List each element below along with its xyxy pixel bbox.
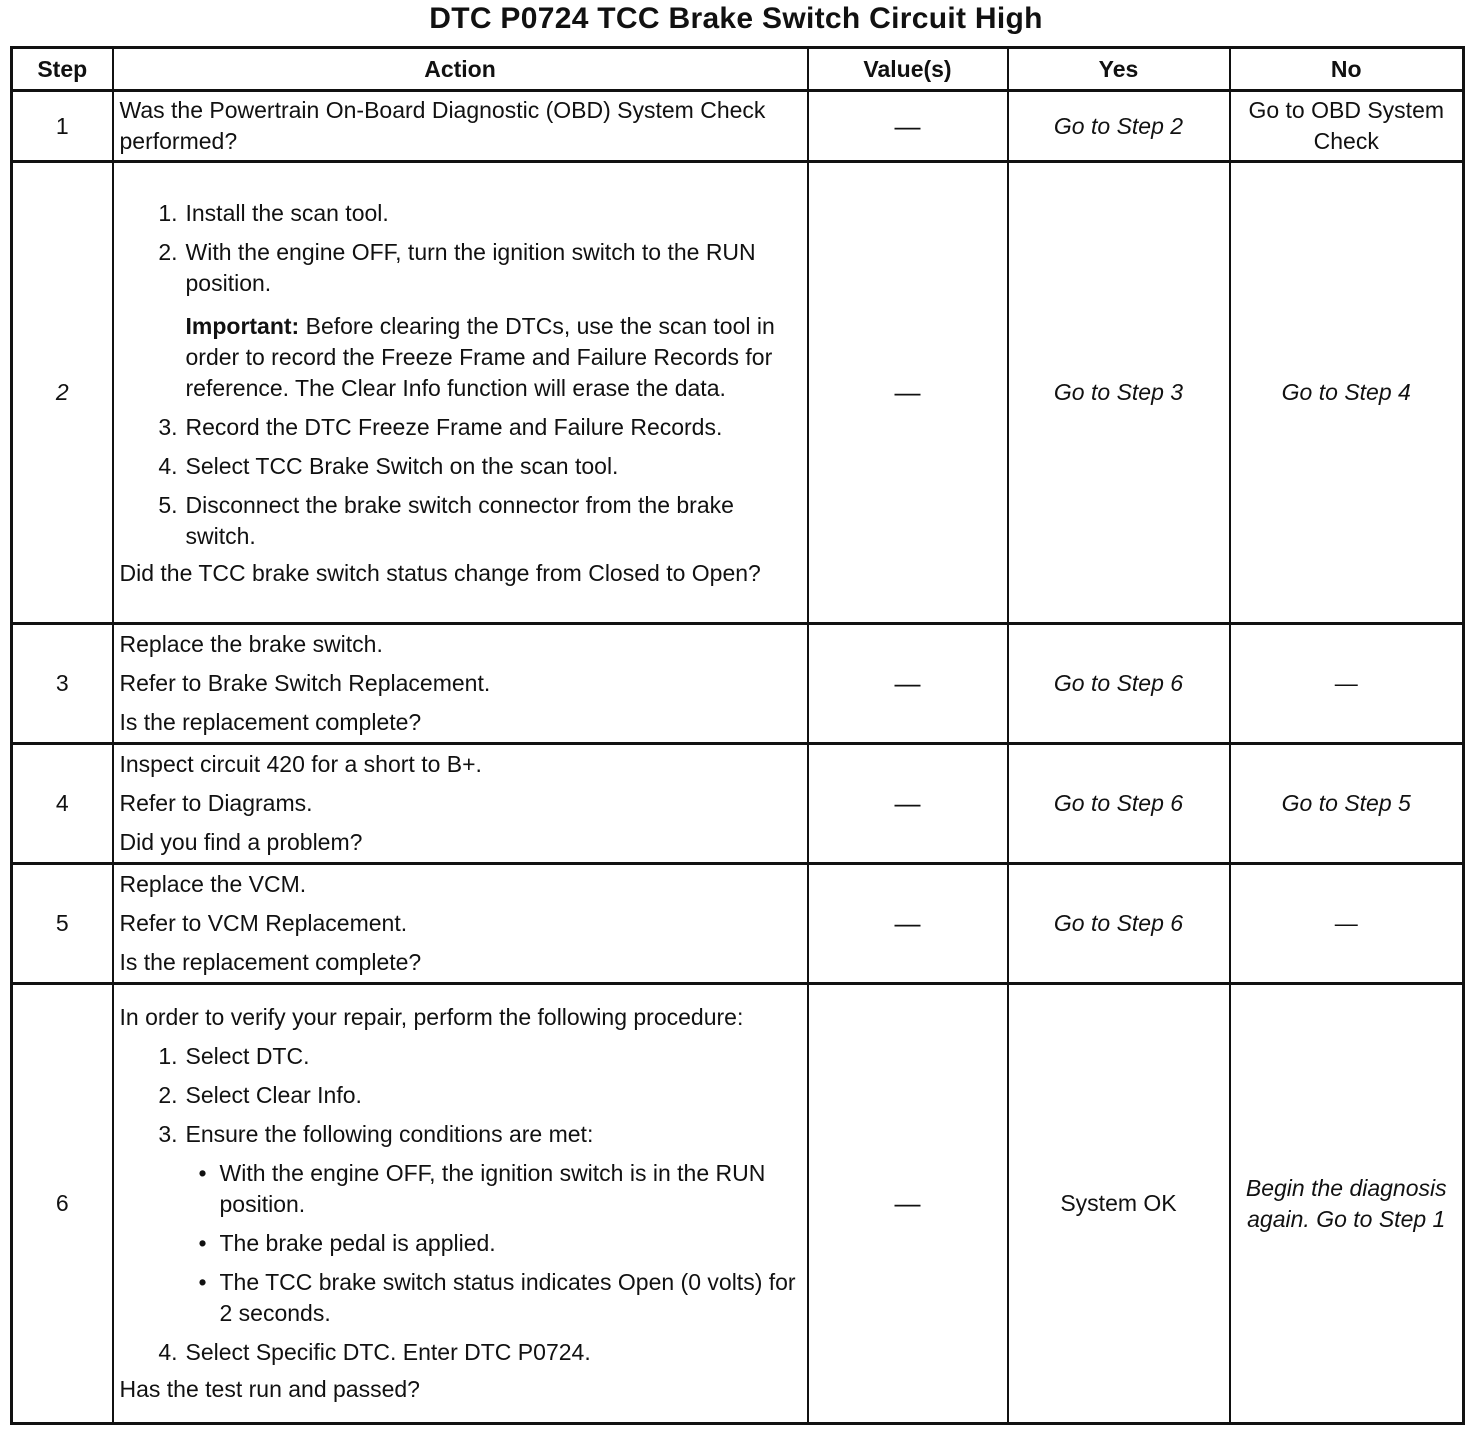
- value-cell: —: [808, 864, 1008, 984]
- step-index: 5.: [158, 492, 178, 518]
- yes-cell: Go to Step 2: [1008, 91, 1230, 162]
- action-step: [120, 1337, 801, 1368]
- step-text: Select TCC Brake Switch on the scan tool.: [185, 453, 619, 479]
- condition-text: The TCC brake switch status indicates Open (0 volts) for 2 seconds.: [219, 1269, 796, 1326]
- condition-text: The brake pedal is applied.: [219, 1230, 496, 1256]
- action-step: [120, 237, 801, 299]
- step-index: 1.: [158, 1043, 178, 1069]
- step-text: With the engine OFF, turn the ignition switch to the RUN position.: [185, 239, 756, 296]
- step-text: Select Clear Info.: [185, 1082, 362, 1108]
- step-index: 1.: [158, 200, 178, 226]
- important-note: [186, 311, 801, 404]
- header-values: Value(s): [808, 48, 1008, 91]
- value-cell: —: [808, 744, 1008, 864]
- diagnostic-table: [10, 46, 1465, 1425]
- bullet-icon: •: [198, 1230, 207, 1256]
- action-step: [120, 1080, 801, 1111]
- value-cell: —: [808, 91, 1008, 162]
- header-no: No: [1230, 48, 1464, 91]
- action-line: Replace the brake switch.: [119, 631, 383, 657]
- step-text: Select DTC.: [185, 1043, 310, 1069]
- table-row: [12, 624, 1464, 744]
- step-index: 4.: [158, 453, 178, 479]
- action-step: [120, 1119, 801, 1150]
- table-row: [12, 744, 1464, 864]
- yes-cell: Go to Step 6: [1008, 624, 1230, 744]
- no-cell: —: [1230, 864, 1464, 984]
- condition-item: [186, 1158, 801, 1220]
- step-number: 5: [12, 864, 113, 984]
- action-cell: [113, 984, 808, 1424]
- action-line: Refer to Diagrams.: [119, 790, 313, 816]
- step-text: Record the DTC Freeze Frame and Failure Records.: [185, 414, 723, 440]
- condition-text: With the engine OFF, the ignition switch is in the RUN position.: [219, 1160, 766, 1217]
- action-step: [120, 490, 801, 552]
- action-cell: [113, 864, 808, 984]
- action-step: [120, 412, 801, 443]
- action-question: Did the TCC brake switch status change from Closed to Open?: [119, 560, 761, 586]
- step-number: 6: [12, 984, 113, 1424]
- step-text: Ensure the following conditions are met:: [185, 1121, 594, 1147]
- action-question: Is the replacement complete?: [119, 949, 422, 975]
- yes-cell: Go to Step 3: [1008, 162, 1230, 624]
- step-text: Disconnect the brake switch connector from the brake switch.: [185, 492, 734, 549]
- condition-item: [186, 1228, 801, 1259]
- action-step: [120, 198, 801, 229]
- step-text: Install the scan tool.: [185, 200, 389, 226]
- action-question: Is the replacement complete?: [119, 709, 422, 735]
- condition-item: [186, 1267, 801, 1329]
- step-index: 3.: [158, 414, 178, 440]
- step-index: 2.: [158, 1082, 178, 1108]
- action-line: Refer to Brake Switch Replacement.: [119, 670, 491, 696]
- step-number: 1: [12, 91, 113, 162]
- page-title: DTC P0724 TCC Brake Switch Circuit High: [429, 2, 1043, 35]
- header-action: Action: [113, 48, 808, 91]
- yes-cell: System OK: [1008, 984, 1230, 1424]
- table-row: [12, 864, 1464, 984]
- value-cell: —: [808, 624, 1008, 744]
- important-label: Important:: [185, 313, 300, 339]
- step-number: 2: [12, 162, 113, 624]
- action-intro: In order to verify your repair, perform the following procedure:: [119, 1004, 744, 1030]
- yes-cell: Go to Step 6: [1008, 744, 1230, 864]
- header-step: Step: [12, 48, 113, 91]
- table-row: [12, 162, 1464, 624]
- action-question: Did you find a problem?: [119, 829, 363, 855]
- step-index: 2.: [158, 239, 178, 265]
- action-cell: [113, 744, 808, 864]
- no-cell: Go to OBD System Check: [1230, 91, 1464, 162]
- step-text: Select Specific DTC. Enter DTC P0724.: [185, 1339, 591, 1365]
- table-row: [12, 91, 1464, 162]
- header-row: [12, 48, 1464, 91]
- step-number: 3: [12, 624, 113, 744]
- action-line: Inspect circuit 420 for a short to B+.: [119, 751, 482, 777]
- value-cell: —: [808, 984, 1008, 1424]
- action-line: Refer to VCM Replacement.: [119, 910, 408, 936]
- action-text: Was the Powertrain On-Board Diagnostic (OBD) System Check performed?: [119, 97, 766, 154]
- step-number: 4: [12, 744, 113, 864]
- no-cell: Go to Step 4: [1230, 162, 1464, 624]
- bullet-icon: •: [198, 1269, 207, 1295]
- action-cell: [113, 624, 808, 744]
- no-cell: —: [1230, 624, 1464, 744]
- action-step: [120, 1041, 801, 1072]
- value-cell: —: [808, 162, 1008, 624]
- table-row: [12, 984, 1464, 1424]
- yes-cell: Go to Step 6: [1008, 864, 1230, 984]
- action-step: [120, 451, 801, 482]
- step-index: 3.: [158, 1121, 178, 1147]
- no-cell: Begin the diagnosis again. Go to Step 1: [1230, 984, 1464, 1424]
- action-question: Has the test run and passed?: [119, 1376, 420, 1402]
- action-cell: [113, 162, 808, 624]
- bullet-icon: •: [198, 1160, 207, 1186]
- header-yes: Yes: [1008, 48, 1230, 91]
- no-cell: Go to Step 5: [1230, 744, 1464, 864]
- step-index: 4.: [158, 1339, 178, 1365]
- action-cell: [113, 91, 808, 162]
- important-text: Before clearing the DTCs, use the scan tool in order to record the Freeze Frame and Failure Records for reference. The Clear Info function will erase the data.: [185, 313, 775, 401]
- action-line: Replace the VCM.: [119, 871, 307, 897]
